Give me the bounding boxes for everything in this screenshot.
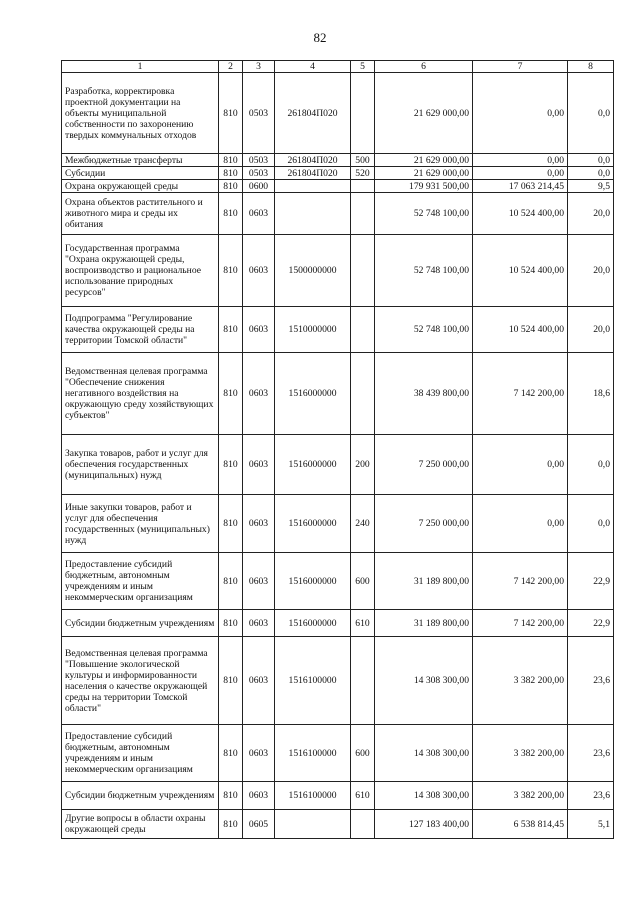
row-plan: 14 308 300,00 (375, 637, 473, 725)
table-row (62, 73, 614, 154)
row-name: Закупка товаров, работ и услуг для обеспечения государственных (муниципальных) нужд (62, 435, 219, 495)
header-row (62, 61, 614, 73)
row-percent: 18,6 (568, 353, 614, 435)
table-row (62, 167, 614, 180)
row-csr: 1510000000 (275, 307, 351, 353)
row-razdel: 0603 (243, 725, 275, 782)
row-vr: 240 (351, 495, 375, 553)
row-name: Субсидии бюджетным учреждениям (62, 782, 219, 810)
row-plan: 14 308 300,00 (375, 782, 473, 810)
row-percent: 0,0 (568, 435, 614, 495)
row-vr: 600 (351, 553, 375, 610)
row-csr: 1500000000 (275, 235, 351, 307)
row-percent: 20,0 (568, 193, 614, 235)
row-glava: 810 (219, 235, 243, 307)
row-vr (351, 307, 375, 353)
row-csr (275, 193, 351, 235)
row-csr: 1516000000 (275, 553, 351, 610)
table-row (62, 353, 614, 435)
row-glava: 810 (219, 154, 243, 167)
row-vr (351, 235, 375, 307)
row-glava: 810 (219, 167, 243, 180)
row-name: Субсидии бюджетным учреждениям (62, 610, 219, 637)
row-csr: 1516100000 (275, 637, 351, 725)
row-vr: 610 (351, 610, 375, 637)
row-razdel: 0503 (243, 167, 275, 180)
row-fact: 10 524 400,00 (473, 307, 568, 353)
row-razdel: 0605 (243, 810, 275, 839)
row-vr: 500 (351, 154, 375, 167)
table-header (62, 61, 614, 73)
table-row (62, 725, 614, 782)
row-plan: 21 629 000,00 (375, 167, 473, 180)
header-cell: 1 (62, 61, 219, 73)
row-name: Субсидии (62, 167, 219, 180)
row-plan: 31 189 800,00 (375, 553, 473, 610)
row-glava: 810 (219, 553, 243, 610)
row-glava: 810 (219, 782, 243, 810)
row-name: Охрана окружающей среды (62, 180, 219, 193)
row-csr (275, 810, 351, 839)
header-cell: 3 (243, 61, 275, 73)
row-glava: 810 (219, 435, 243, 495)
row-name: Другие вопросы в области охраны окружающей среды (62, 810, 219, 839)
row-vr (351, 180, 375, 193)
row-glava: 810 (219, 180, 243, 193)
table-row (62, 610, 614, 637)
row-fact: 10 524 400,00 (473, 193, 568, 235)
row-glava: 810 (219, 73, 243, 154)
row-fact: 3 382 200,00 (473, 725, 568, 782)
table-row (62, 810, 614, 839)
row-name: Охрана объектов растительного и животного мира и среды их обитания (62, 193, 219, 235)
row-fact: 7 142 200,00 (473, 553, 568, 610)
row-csr: 1516000000 (275, 610, 351, 637)
row-fact: 0,00 (473, 167, 568, 180)
row-razdel: 0603 (243, 307, 275, 353)
row-percent: 23,6 (568, 637, 614, 725)
header-cell: 8 (568, 61, 614, 73)
row-fact: 6 538 814,45 (473, 810, 568, 839)
row-fact: 0,00 (473, 73, 568, 154)
row-percent: 20,0 (568, 307, 614, 353)
row-vr: 200 (351, 435, 375, 495)
row-razdel: 0603 (243, 610, 275, 637)
row-percent: 0,0 (568, 154, 614, 167)
row-name: Государственная программа "Охрана окружающей среды, воспроизводство и рациональное использование природных ресурсов" (62, 235, 219, 307)
table-row (62, 553, 614, 610)
table-row (62, 154, 614, 167)
row-percent: 22,9 (568, 553, 614, 610)
budget-table (61, 60, 614, 839)
row-percent: 0,0 (568, 73, 614, 154)
row-percent: 5,1 (568, 810, 614, 839)
row-csr: 261804П020 (275, 154, 351, 167)
row-name: Ведомственная целевая программа "Обеспечение снижения негативного воздействия на окружающую среду хозяйствующих субъектов" (62, 353, 219, 435)
row-plan: 52 748 100,00 (375, 193, 473, 235)
row-razdel: 0603 (243, 637, 275, 725)
row-csr: 1516100000 (275, 725, 351, 782)
row-razdel: 0603 (243, 782, 275, 810)
row-plan: 14 308 300,00 (375, 725, 473, 782)
row-plan: 7 250 000,00 (375, 495, 473, 553)
row-plan: 179 931 500,00 (375, 180, 473, 193)
row-razdel: 0603 (243, 235, 275, 307)
row-plan: 127 183 400,00 (375, 810, 473, 839)
row-razdel: 0600 (243, 180, 275, 193)
row-csr: 1516000000 (275, 495, 351, 553)
row-percent: 0,0 (568, 167, 614, 180)
row-glava: 810 (219, 495, 243, 553)
header-cell: 6 (375, 61, 473, 73)
row-glava: 810 (219, 610, 243, 637)
row-glava: 810 (219, 307, 243, 353)
row-plan: 52 748 100,00 (375, 307, 473, 353)
row-csr: 261804П020 (275, 167, 351, 180)
row-fact: 0,00 (473, 154, 568, 167)
row-glava: 810 (219, 725, 243, 782)
row-vr: 610 (351, 782, 375, 810)
row-percent: 23,6 (568, 782, 614, 810)
table-row (62, 307, 614, 353)
table-row (62, 637, 614, 725)
row-csr: 261804П020 (275, 73, 351, 154)
row-razdel: 0603 (243, 553, 275, 610)
row-plan: 21 629 000,00 (375, 73, 473, 154)
row-fact: 3 382 200,00 (473, 637, 568, 725)
row-vr: 520 (351, 167, 375, 180)
row-fact: 3 382 200,00 (473, 782, 568, 810)
row-plan: 38 439 800,00 (375, 353, 473, 435)
page-number: 82 (313, 30, 327, 45)
row-fact: 17 063 214,45 (473, 180, 568, 193)
row-razdel: 0503 (243, 73, 275, 154)
table-row (62, 180, 614, 193)
row-glava: 810 (219, 353, 243, 435)
row-csr: 1516100000 (275, 782, 351, 810)
row-name: Ведомственная целевая программа "Повышение экологической культуры и информированности населения о качестве окружающей среды на территории Томской области" (62, 637, 219, 725)
row-vr (351, 353, 375, 435)
row-razdel: 0603 (243, 495, 275, 553)
row-percent: 9,5 (568, 180, 614, 193)
row-plan: 31 189 800,00 (375, 610, 473, 637)
row-glava: 810 (219, 637, 243, 725)
row-razdel: 0603 (243, 435, 275, 495)
table-row (62, 435, 614, 495)
row-glava: 810 (219, 810, 243, 839)
row-percent: 20,0 (568, 235, 614, 307)
row-glava: 810 (219, 193, 243, 235)
row-name: Предоставление субсидий бюджетным, автономным учреждениям и иным некоммерческим организациям (62, 725, 219, 782)
table-row (62, 495, 614, 553)
row-vr (351, 193, 375, 235)
row-name: Подпрограмма "Регулирование качества окружающей среды на территории Томской области" (62, 307, 219, 353)
row-csr: 1516000000 (275, 435, 351, 495)
row-plan: 21 629 000,00 (375, 154, 473, 167)
header-cell: 7 (473, 61, 568, 73)
row-plan: 52 748 100,00 (375, 235, 473, 307)
row-percent: 22,9 (568, 610, 614, 637)
row-fact: 0,00 (473, 495, 568, 553)
row-vr (351, 637, 375, 725)
header-cell: 2 (219, 61, 243, 73)
row-fact: 0,00 (473, 435, 568, 495)
row-percent: 0,0 (568, 495, 614, 553)
row-name: Иные закупки товаров, работ и услуг для обеспечения государственных (муниципальных) нужд (62, 495, 219, 553)
row-razdel: 0503 (243, 154, 275, 167)
row-csr (275, 180, 351, 193)
row-name: Межбюджетные трансферты (62, 154, 219, 167)
table-row (62, 193, 614, 235)
row-vr: 600 (351, 725, 375, 782)
row-name: Разработка, корректировка проектной документации на объекты муниципальной собственности по захоронению твердых коммунальных отходов (62, 73, 219, 154)
row-vr (351, 810, 375, 839)
table-row (62, 782, 614, 810)
row-razdel: 0603 (243, 353, 275, 435)
row-razdel: 0603 (243, 193, 275, 235)
row-percent: 23,6 (568, 725, 614, 782)
header-cell: 4 (275, 61, 351, 73)
table-row (62, 235, 614, 307)
row-fact: 10 524 400,00 (473, 235, 568, 307)
row-vr (351, 73, 375, 154)
row-csr: 1516000000 (275, 353, 351, 435)
table-body (62, 73, 614, 839)
header-cell: 5 (351, 61, 375, 73)
row-name: Предоставление субсидий бюджетным, автономным учреждениям и иным некоммерческим организациям (62, 553, 219, 610)
row-plan: 7 250 000,00 (375, 435, 473, 495)
row-fact: 7 142 200,00 (473, 610, 568, 637)
row-fact: 7 142 200,00 (473, 353, 568, 435)
